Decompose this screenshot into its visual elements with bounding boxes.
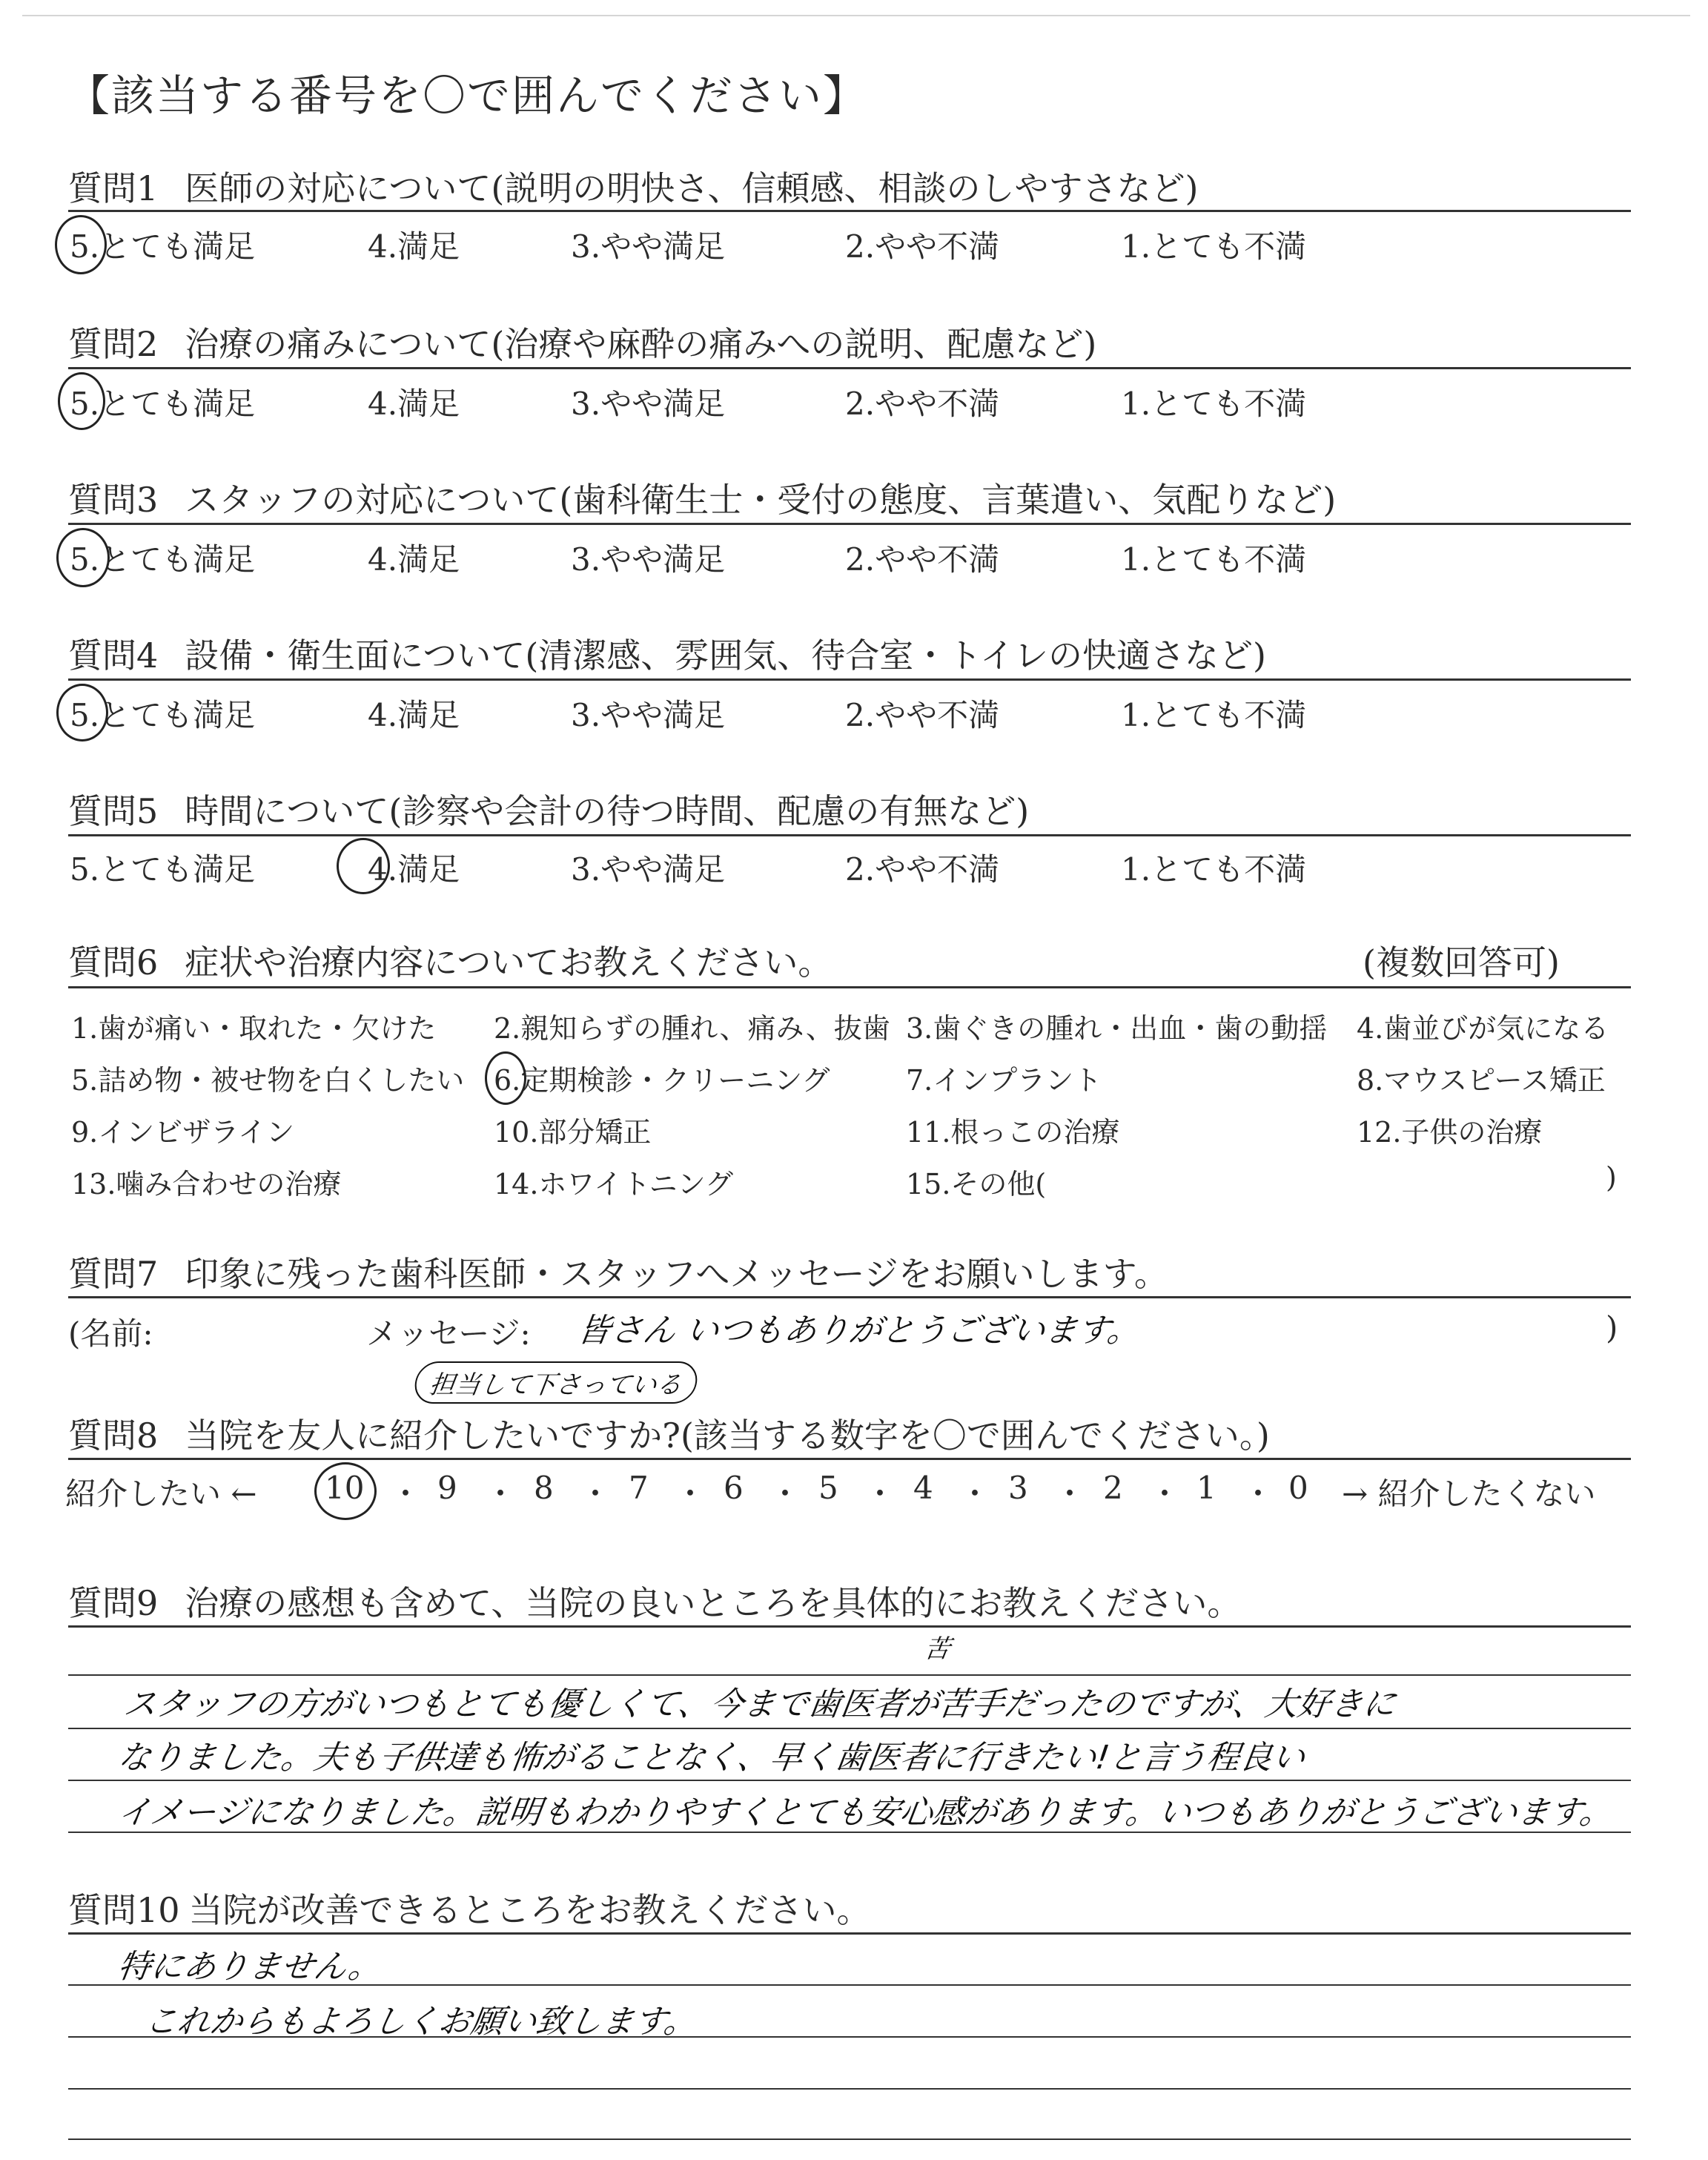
q5-option-5[interactable]: 5.とても満足 (70, 851, 256, 888)
q9-answer-line (68, 1674, 1631, 1676)
question-8-text: 当院を友人に紹介したいですか?(該当する数字を〇で囲んでください。) (185, 1416, 1270, 1456)
question-6-text: 症状や治療内容についてお教えください。 (185, 942, 833, 982)
q8-dot: ・ (675, 1476, 706, 1512)
question-6-note: (複数回答可) (1363, 942, 1560, 982)
q7-handwritten-message: 皆さん いつもありがとうございます。 (575, 1312, 1143, 1350)
question-3-heading (68, 473, 1336, 522)
question-7-heading (68, 1247, 1168, 1296)
question-3-rule (68, 523, 1631, 525)
q4-selection-circle (56, 684, 108, 742)
question-9-text: 治療の感想も含めて、当院の良いところを具体的にお教えください。 (185, 1583, 1242, 1623)
question-9-rule (68, 1625, 1631, 1628)
q8-dot: ・ (485, 1476, 517, 1512)
q9-handwritten-line-1: スタッフの方がいつもとても優しくて、今まで歯医者が苦手だったのですが、大好きに (121, 1685, 1399, 1723)
q3-selection-circle (56, 528, 110, 587)
q8-number-6[interactable]: 6 (724, 1470, 744, 1506)
q10-answer-line (68, 2088, 1631, 2090)
q6-item-12[interactable]: 12.子供の治療 (1357, 1116, 1543, 1149)
question-3-text: スタッフの対応について(歯科衛生士・受付の態度、言葉遣い、気配りなど) (185, 480, 1337, 520)
q3-option-1[interactable]: 1.とても不満 (1121, 541, 1307, 578)
q4-option-3[interactable]: 3.やや満足 (571, 697, 726, 733)
q1-option-5[interactable]: 5.とても満足 (70, 228, 256, 265)
question-1-heading (68, 162, 1198, 211)
q6-other-close-paren: ) (1606, 1161, 1617, 1194)
q6-item-11[interactable]: 11.根っこの治療 (906, 1116, 1120, 1149)
q8-number-10[interactable]: 10 (325, 1470, 365, 1506)
q6-item-2[interactable]: 2.親知らずの腫れ、痛み、抜歯 (494, 1012, 890, 1045)
question-8-label: 質問8 (68, 1416, 159, 1456)
question-7-label: 質問7 (68, 1254, 159, 1294)
question-9-label: 質問9 (68, 1583, 159, 1623)
question-1-rule (68, 210, 1631, 212)
q6-item-4[interactable]: 4.歯並びが気になる (1357, 1012, 1609, 1045)
q7-message-label: メッセージ: (366, 1315, 531, 1352)
q9-answer-line (68, 1780, 1631, 1781)
q1-option-3[interactable]: 3.やや満足 (571, 228, 726, 265)
q6-item-15[interactable]: 15.その他( (906, 1168, 1047, 1200)
q8-dot: ・ (864, 1476, 896, 1512)
q6-item-6[interactable]: 6.定期検診・クリーニング (494, 1064, 830, 1097)
q9-handwritten-line-2: なりました。夫も子供達も怖がることなく、早く歯医者に行きたい!と言う程良い (115, 1739, 1308, 1777)
question-10-label: 質問10 (68, 1890, 180, 1930)
q3-option-3[interactable]: 3.やや満足 (571, 541, 726, 578)
q4-option-4[interactable]: 4.満足 (368, 697, 460, 733)
q2-option-5[interactable]: 5.とても満足 (70, 386, 256, 422)
question-10-text: 当院が改善できるところをお教えください。 (188, 1890, 871, 1930)
q7-handwritten-insert: 担当して下さっている (412, 1361, 700, 1404)
q8-number-7[interactable]: 7 (629, 1470, 649, 1506)
q1-option-1[interactable]: 1.とても不満 (1121, 228, 1307, 265)
q7-close-paren: ) (1606, 1309, 1618, 1346)
q8-right-label: → 紹介したくない (1342, 1476, 1596, 1512)
q3-option-2[interactable]: 2.やや不満 (845, 541, 1000, 578)
question-9-heading (68, 1576, 1241, 1625)
q6-item-10[interactable]: 10.部分矯正 (494, 1116, 652, 1149)
q5-option-1[interactable]: 1.とても不満 (1121, 851, 1307, 888)
page-title: 【該当する番号を〇で囲んでください】 (67, 70, 868, 121)
q4-option-5[interactable]: 5.とても満足 (70, 697, 256, 733)
q8-dot: ・ (1242, 1476, 1274, 1512)
q5-selection-circle (337, 838, 390, 894)
q2-option-3[interactable]: 3.やや満足 (571, 386, 726, 422)
q2-option-1[interactable]: 1.とても不満 (1121, 386, 1307, 422)
question-7-rule (68, 1296, 1631, 1298)
q8-number-5[interactable]: 5 (818, 1470, 838, 1506)
question-4-text: 設備・衛生面について(清潔感、雰囲気、待合室・トイレの快適さなど) (185, 635, 1266, 676)
q6-item-8[interactable]: 8.マウスピース矯正 (1357, 1064, 1606, 1097)
question-5-rule (68, 834, 1631, 836)
q8-number-1[interactable]: 1 (1196, 1470, 1217, 1506)
question-10-heading (68, 1883, 871, 1932)
q8-number-8[interactable]: 8 (534, 1470, 554, 1506)
q2-selection-circle (58, 372, 105, 430)
q4-option-1[interactable]: 1.とても不満 (1121, 697, 1307, 733)
question-8-rule (68, 1458, 1631, 1460)
q8-dot: ・ (959, 1476, 991, 1512)
page-top-edge (22, 15, 1690, 16)
question-5-label: 質問5 (68, 791, 159, 831)
question-8-heading (68, 1409, 1270, 1458)
q9-handwritten-correction: 苦 (922, 1634, 953, 1664)
q6-item-14[interactable]: 14.ホワイトニング (494, 1168, 734, 1200)
q10-handwritten-line-2: これからもよろしくお願い致します。 (142, 2003, 700, 2041)
q2-option-4[interactable]: 4.満足 (368, 386, 460, 422)
q10-handwritten-line-1: 特にありません。 (115, 1948, 384, 1986)
q6-item-13[interactable]: 13.噛み合わせの治療 (71, 1168, 342, 1200)
q8-number-2[interactable]: 2 (1103, 1470, 1123, 1506)
q8-dot: ・ (580, 1476, 612, 1512)
q3-option-4[interactable]: 4.満足 (368, 541, 460, 578)
question-2-heading (68, 317, 1096, 366)
q10-answer-line (68, 2138, 1631, 2140)
q6-item-9[interactable]: 9.インビザライン (71, 1116, 295, 1149)
q8-dot: ・ (1054, 1476, 1086, 1512)
question-2-text: 治療の痛みについて(治療や麻酔の痛みへの説明、配慮など) (185, 324, 1097, 364)
q8-dot: ・ (390, 1476, 422, 1512)
question-5-heading (68, 785, 1029, 833)
question-5-text: 時間について(診察や会計の待つ時間、配慮の有無など) (185, 791, 1030, 831)
q8-number-4[interactable]: 4 (913, 1470, 933, 1506)
question-4-heading (68, 629, 1266, 678)
q1-selection-circle (55, 215, 107, 274)
q8-number-3[interactable]: 3 (1008, 1470, 1028, 1506)
question-2-label: 質問2 (68, 324, 159, 364)
question-4-label: 質問4 (68, 635, 159, 676)
q8-left-label: 紹介したい ← (65, 1476, 257, 1512)
question-4-rule (68, 678, 1631, 681)
q6-selection-circle (485, 1051, 526, 1105)
q5-option-4[interactable]: 4.満足 (368, 851, 460, 888)
q8-dot: ・ (1149, 1476, 1181, 1512)
q8-number-0[interactable]: 0 (1288, 1470, 1308, 1506)
question-1-label: 質問1 (68, 168, 159, 208)
q5-option-3[interactable]: 3.やや満足 (571, 851, 726, 888)
q6-item-3[interactable]: 3.歯ぐきの腫れ・出血・歯の動揺 (906, 1012, 1328, 1045)
question-6-heading (68, 936, 832, 985)
q1-option-2[interactable]: 2.やや不満 (845, 228, 1000, 265)
question-6-label: 質問6 (68, 942, 159, 982)
q4-option-2[interactable]: 2.やや不満 (845, 697, 1000, 733)
question-1-text: 医師の対応について(説明の明快さ、信頼感、相談のしやすさなど) (185, 168, 1199, 208)
q2-option-2[interactable]: 2.やや不満 (845, 386, 1000, 422)
q9-handwritten-line-3: イメージになりました。説明もわかりやすくとても安心感があります。いつもありがとうございます。 (115, 1794, 1615, 1832)
q8-number-9[interactable]: 9 (437, 1470, 457, 1506)
q8-dot: ・ (769, 1476, 801, 1512)
question-3-label: 質問3 (68, 480, 159, 520)
q1-option-4[interactable]: 4.満足 (368, 228, 460, 265)
q6-item-1[interactable]: 1.歯が痛い・取れた・欠けた (71, 1012, 437, 1045)
q6-item-7[interactable]: 7.インプラント (906, 1064, 1102, 1097)
q7-name-label: (名前: (68, 1315, 153, 1352)
question-7-text: 印象に残った歯科医師・スタッフへメッセージをお願いします。 (185, 1254, 1168, 1294)
question-2-rule (68, 367, 1631, 369)
question-10-rule (68, 1932, 1631, 1935)
question-6-rule (68, 986, 1631, 988)
q6-item-5[interactable]: 5.詰め物・被せ物を白くしたい (71, 1064, 465, 1097)
q9-answer-line (68, 1728, 1631, 1729)
q5-option-2[interactable]: 2.やや不満 (845, 851, 1000, 888)
q8-selection-circle (314, 1462, 377, 1520)
q3-option-5[interactable]: 5.とても満足 (70, 541, 256, 578)
